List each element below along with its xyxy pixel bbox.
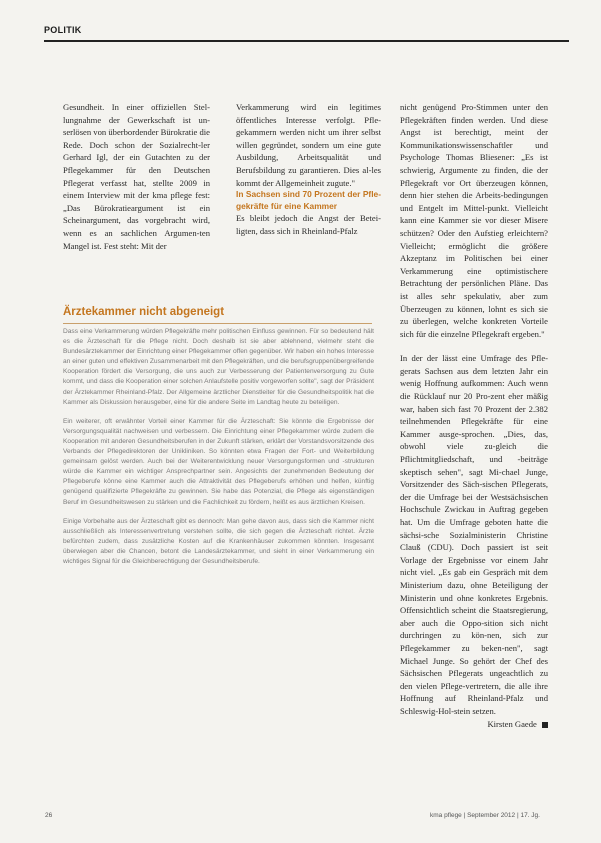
author-name: Kirsten Gaede: [487, 718, 537, 729]
column-text: Gesundheit. In einer offiziellen Stel-lungnahme der Gewerkschaft ist un-serlösen von überbordender Bürokratie die Rede. Doch schon der Sozialrecht-ler Gerhard Igl, der ein Gutachten zu der Pflegekammer für den Deutschen Pflegerat verfasst hat, stellte 2009 in einem Interview mit der kma pflege fest: „Das Bürokratieargument ist ein Scheinargument, das vorgebracht wird, wenn es an sachlichen Argumen-ten Mangel ist. Fest steht: Mit der: [63, 102, 211, 251]
header-rule: [44, 40, 569, 42]
subheading: In Sachsen sind 70 Prozent der Pfle-gekräfte für eine Kammer: [236, 189, 381, 211]
sidebar-box: [63, 327, 374, 576]
column-text: Verkammerung wird ein legitimes öffentliches Interesse verfolgt. Pfle-gekammern werden nicht um ihrer selbst willen gegründet, sondern um eine gute Ausbildung, Arbeitsqualität und Berufsbildung zu garantieren. Dies al-les kommt der Allgemeinheit zugute.": [236, 102, 381, 188]
box-paragraph: Dass eine Verkammerung würden Pflegekräfte mehr politischen Einfluss gewinnen. Für so bedeutend hält es die Ärzteschaft für die Pflege nicht. Doch deshalb ist sie aber ablehnend, vielmehr steht die Bundesärztekammer der Einrichtung einer Pflegekammer offen gegenüber. Wir haben ein hohes Interesse an einer guten und effektiven Zusammenarbeit mit den Pflegekräften, und die berufsgruppenübergreifende Kooperation fördert die Versorgung, die uns auch zur Verbesserung der Patientenversorgung zu Gute kommt, und dass die Kooperation einer solchen Anlaufstelle positiv vorgeworfen sollte", sagt der Präsident der Ärztekammer Rheinland-Pfalz. Der Allgemeine ärztlicher Dienstleiter für die Gesundheitspolitik hat die Kammer als Diskussion herausgeber, eine für die andere Seite im Landtag heute zu beteiligen.: [63, 328, 374, 406]
article-column-left: [63, 101, 210, 252]
article-column-right: [400, 101, 548, 730]
column-text: Es bleibt jedoch die Angst der Betei-ligten, dass sich in Rheinland-Pfalz: [236, 213, 381, 236]
page-number: 26: [45, 812, 53, 819]
box-paragraph: Einige Vorbehalte aus der Ärzteschaft gibt es dennoch: Man gehe davon aus, dass sich die Kammer nicht ausschließlich als Interessenvertretung verstehen sollte, die sich gegen die Ärzteschaft richtet. Ärzte befürchten zudem, dass zusätzliche Kosten auf die Krankenhäuser zukommen könnten. Insgesamt überwiegen aber die Chancen, betont die Landesärztekammer, und sieht in einer Verkammerung ein wichtiges Signal für die Gleichberechtigung der Gesundheitsberufe.: [63, 517, 374, 565]
end-mark-icon: [542, 722, 548, 728]
column-text: nicht genügend Pro-Stimmen unter den Pflegekräften finden werden. Und diese Angst ist berechtigt, meint der Kommunikationswissenschaftler und Psychologe Thomas Bliesener: „Es ist schwierig, Argumente zu finden, die der Pflegekraft vor Ort überzeugen können, denn hier stehen die Arbeits-bedingungen und Entgelt im Mittel-punkt. Vielleicht kann eine Kammer sie vor dieser Misere schützen? Oder den Aufstieg erleichtern? Vielleicht; ermöglicht die größere Akzeptanz im Politischen bei einer Verkammerung eine optimistischere Betrachtung der persönlichen Pläne. Das ist alles sehr spekulativ, aber zum Überzeugen zu können, lohnt es sich sie zu überlegen, welche konkreten Vorteile sich für die einzelne Pflegekraft ergeben.": [400, 102, 548, 339]
issue-info: kma pflege | September 2012 | 17. Jg.: [430, 812, 540, 819]
section-label: POLITIK: [44, 25, 82, 35]
box-paragraph: Ein weiterer, oft erwähnter Vorteil einer Kammer für die Ärzteschaft: Sie könnte die Ergebnisse der Versorgungsqualität nachweisen und verbessern. Die Einrichtung einer Pflegekammer würde zudem die Kooperation mit anderen Gesundheitsberufen in der Zukunft stärken, erklärt der Vorstandsvorsitzende des Verbands der Pflegedirektoren der Unikliniken. So könnten etwa Fragen der Fort- und Weiterbildung gemeinsam gelöst werden. Auch bei der Weiterentwicklung neuer Versorgungsformen und -strukturen würde die Kammer ein wichtiger Ansprechpartner sein. Angesichts der zunehmenden Bedeutung der Pflegeberufe könne eine Kammer auch die Attraktivität des Pflegeberufs erhöhen und helfen, künftig genügend qualifizierte Pflegekräfte zu gewinnen. Sie habe das Potenzial, die Pflege als eigenständigen Beruf im Gesundheitswesen zu stärken und die Fachlichkeit zu fördern, heißt es aus ärztlichen Kreisen.: [63, 417, 374, 506]
author-line: [400, 718, 548, 731]
article-column-middle: [236, 101, 381, 237]
box-headline: Ärztekammer nicht abgeneigt: [63, 306, 225, 318]
box-rule: [63, 323, 372, 324]
column-text: In der der lässt eine Umfrage des Pfle-gerats Sachsen aus dem letzten Jahr ein wenig Hoffnung aufkommen: Auch wenn die Rücklauf nur 20 Pro-zent eher mäßig war, haben sich fast 70 Prozent der 2.382 teilnehmenden Pflegekräfte für eine Kammer ausge-sprochen. „Dies, das, obwohl viele zu-gleich die Pflichtmitgliedschaft, und -beiträge skeptisch sehen", sagt Mi-chael Junge, Vorsitzender des Säch-sischen Pflegerats, der die Umfrage bei der Westsächsischen Hochschule Zwickau in Auftrag gegeben hat. Um die Umfrage geboten hatte die sächsi-sche Sozialministerin Christine Clauß (CDU). Doch passiert ist seit Vorlage der Ergebnisse vor einem Jahr nicht viel. „Es gab ein Gespräch mit dem Ministerium dazu, ohne Beteiligung der Ministerin und ohne konkretes Ergebnis. Offensichtlich scheint die Staatsregierung, aber auch die Oppo-sition sich nicht durchringen zu kön-nen, sich zur Pflegekammer zu beken-nen", sagt Michael Junge. So gehört der Chef des Sächsischen Pflegerats ungeachtlich zu den vielen Pflege-vertretern, die alle ihre Hoffnung auf Rheinland-Pfalz und Schleswig-Hol-stein setzen.: [400, 353, 548, 716]
